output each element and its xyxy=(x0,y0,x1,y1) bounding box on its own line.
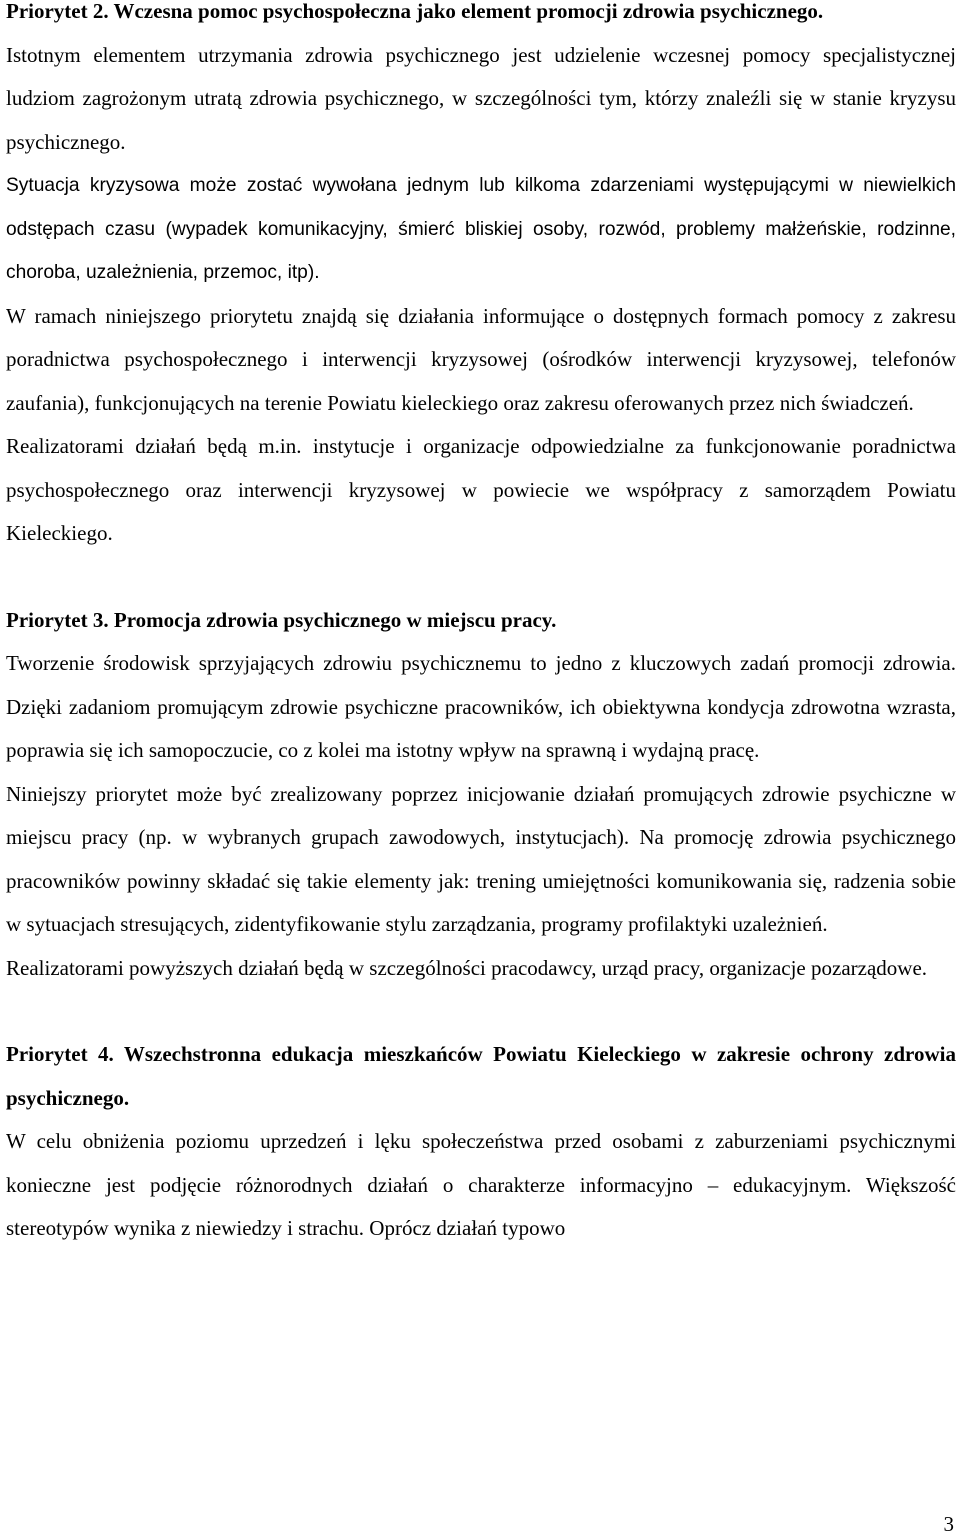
document-page xyxy=(6,0,956,1251)
priority-2-heading: Priorytet 2. Wczesna pomoc psychospołeczna jako element promocji zdrowia psychicznego. xyxy=(6,0,824,23)
priority-3-title: Promocja zdrowia psychicznego w miejscu pracy. xyxy=(108,607,557,632)
priority-3-paragraph-1-part-a: Tworzenie środowisk sprzyjających zdrowiu psychicznemu to jedno z kluczowych zadań promocji zdrowia. xyxy=(6,651,956,675)
priority-2-paragraph-2: Sytuacja kryzysowa może zostać wywołana jednym lub kilkoma zdarzeniami występującymi w niewielkich odstępach czasu (wypadek komunikacyjny, śmierć bliskiej osoby, rozwód, problemy małżeńskie, rodzinne, choroba, uzależnienia, przemoc, itp). xyxy=(6,175,956,283)
priority-3-paragraph-3: Realizatorami powyższych działań będą w szczególności pracodawcy, urząd pracy, organizacje pozarządowe. xyxy=(6,955,928,980)
section-spacer xyxy=(6,556,956,599)
priority-2-paragraph-4: Realizatorami działań będą m.in. instytucje i organizacje odpowiedzialne za funkcjonowanie poradnictwa psychospołecznego oraz interwencji kryzysowej w powiecie we współpracy z samorządem Powiatu Kieleckiego. xyxy=(6,434,956,545)
priority-3-label: Priorytet 3. xyxy=(6,607,109,632)
priority-4-heading: Priorytet 4. Wszechstronna edukacja mieszkańców Powiatu Kieleckiego w zakresie ochrony zdrowia psychicznego. xyxy=(6,1042,956,1110)
priority-3-paragraph-1-part-b: Dzięki zadaniom promującym zdrowie psychiczne pracowników, ich obiektywna kondycja zdrowotna wzrasta, poprawia się ich samopoczucie, co z kolei ma istotny wpływ na sprawną i wydajną pracę. xyxy=(6,694,956,762)
priority-4-paragraph-1: W celu obniżenia poziomu uprzedzeń i lęku społeczeństwa przed osobami z zaburzeniami psychicznymi konieczne jest podjęcie różnorodnych działań o charakterze informacyjno – edukacyjnym. Większość stereotypów wynika z niewiedzy i strachu. Oprócz działań typowo xyxy=(6,1129,956,1240)
priority-3-paragraph-1 xyxy=(6,642,956,773)
priority-2-paragraph-1: Istotnym elementem utrzymania zdrowia psychicznego jest udzielenie wczesnej pomocy specjalistycznej ludziom zagrożonym utratą zdrowia psychicznego, w szczególności tym, którzy znaleźli się w stanie kryzysu psychicznego. xyxy=(6,42,956,154)
priority-3-heading xyxy=(6,599,956,643)
section-spacer xyxy=(6,990,956,1033)
priority-2-paragraph-3: W ramach niniejszego priorytetu znajdą się działania informujące o dostępnych formach pomocy z zakresu poradnictwa psychospołecznego i interwencji kryzysowej (ośrodków interwencji kryzysowej, telefonów zaufania), funkcjonujących na terenie Powiatu kieleckiego oraz zakresu oferowanych przez nich świadczeń. xyxy=(6,303,956,415)
page-number: 3 xyxy=(943,1512,954,1536)
priority-3-paragraph-2: Niniejszy priorytet może być zrealizowany poprzez inicjowanie działań promujących zdrowie psychiczne w miejscu pracy (np. w wybranych grupach zawodowych, instytucjach). Na promocję zdrowia psychicznego pracowników powinny składać się takie elementy jak: trening umiejętności komunikowania się, radzenia sobie w sytuacjach stresujących, zidentyfikowanie stylu zarządzania, programy profilaktyki uzależnień. xyxy=(6,781,956,936)
